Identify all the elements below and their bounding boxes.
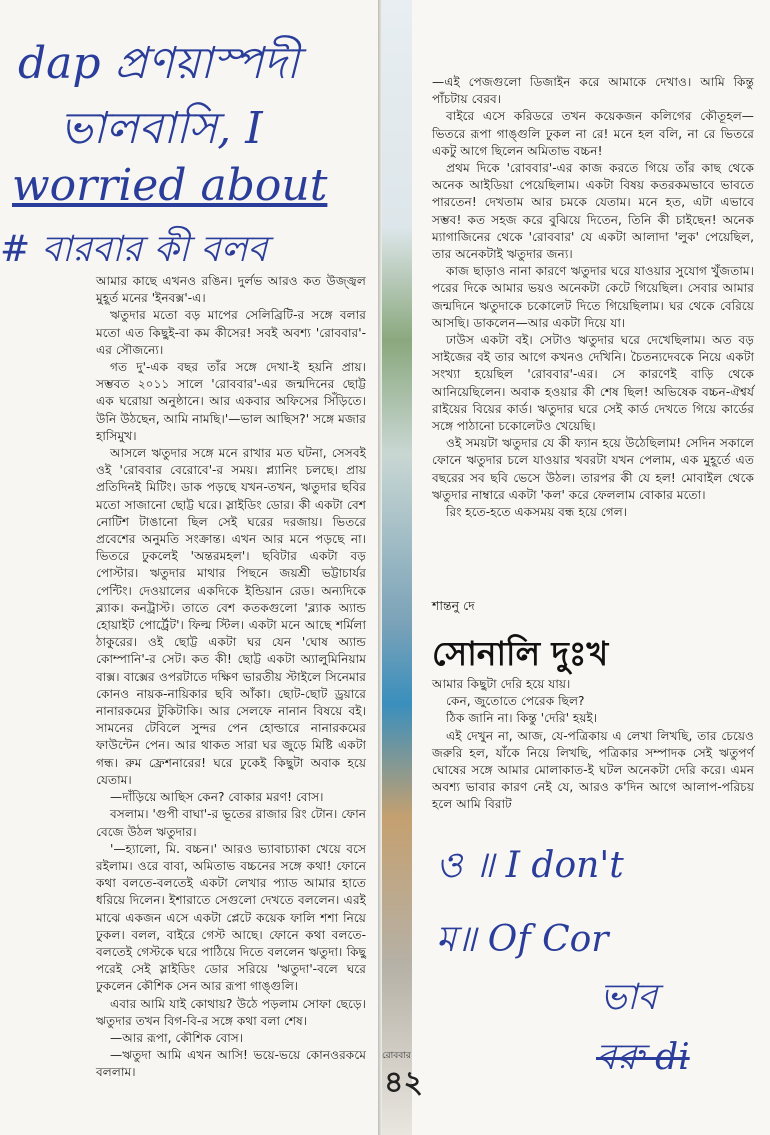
paragraph: ঢাউস একটা বই। সেটাও ঋতুদার ঘরে দেখেছিলাম। অত বড় সাইজের বই তার আগে কখনও দেখিনি। চৈতন্যদেবকে নিয়ে একটা সংখ্যা হয়েছিল 'রোববার'-এর। সে কারণেই বাড়ি থেকে আনিয়েছিলেন। অবাক হওয়ার কী শেষ ছিল! অভিষেক বচ্চন-ঐশ্বর্য রাইয়ের বিয়ের কার্ড। ঋতুদার ঘরে সেই কার্ড দেখতে গিয়ে কার্ডের সঙ্গে পাঠানো চকোলেটও খেয়েছি। <box>432 333 754 434</box>
paragraph: বাইরে এসে করিডরে তখন কয়েকজন কলিগের কৌতূহল—ভিতরে রূপা গাঙ্গুলি ঢুকল না রে! মনে হল বলি, না রে ভিতরে একটু আগে ছিলেন অমিতাভ বচ্চন! <box>432 109 754 158</box>
handwriting-line: ভালবাসি, I <box>60 103 263 154</box>
paragraph: কেন, জুতোতে পেরেক ছিল? <box>446 694 585 709</box>
handwriting-line: ম॥ Of Cor <box>436 919 609 960</box>
paragraph: আমার কিছুটা দেরি হয়ে যায়। <box>432 677 571 691</box>
right-column-bottom <box>432 676 754 814</box>
paragraph: —দাঁড়িয়ে আছিস কেন? বোকার মরণ! বোস। <box>110 790 324 805</box>
paragraph: '—হ্যালো, মি. বচ্চন।' আরও ভ্যাবাচ্যাকা খেয়ে বসে রইলাম। ওরে বাবা, অমিতাভ বচ্চনের সঙ্গে কথা! ফোনে কথা বলতে-বলতেই একটা লেখার প্যাড আমার হাতে ধরিয়ে দিলেন। ইশারাতে সেগুলো দেখতে বললেন। এরই মাঝে একজন এসে একটা প্লেটে কয়েক ফালি শশা নিয়ে ঢুকল। বলল, বাইরে গেস্ট আছে। ফোনে কথা বলতে-বলতেই গেস্টকে ঘরে পাঠিয়ে দিতে বললেন ঋতুদা। কিছু পরেই সেই স্লাইডিং ডোর সরিয়ে 'ঋতুদা'-বলে ঘরে ঢুকলেন কৌশিক সেন আর রূপা গাঙ্গুলি। <box>96 841 366 994</box>
paragraph: কাজ ছাড়াও নানা কারণে ঋতুদার ঘরে যাওয়ার সুযোগ খুঁজতাম। পরের দিকে আমার ভয়ও অনেকটা কেটে গিয়েছিল। সেবার আমার জন্মদিনে ঋতুদাকে চকোলেট দিতে গিয়েছিলাম। ঘর থেকে বেরিয়ে আসছি। ডাকলেন—আর একটা দিয়ে যা। <box>432 264 754 330</box>
handwriting-line: # বারবার কী বলব <box>0 229 268 270</box>
handwriting-line: worried about <box>12 160 328 211</box>
handwriting-line: ভাব <box>600 977 658 1018</box>
paragraph: এবার আমি যাই কোথায়? উঠে পড়লাম সোফা ছেড়ে। ঋতুদার তখন বিগ-বি-র সঙ্গে কথা বলা শেষ। <box>96 996 366 1028</box>
page-fold <box>378 0 382 1135</box>
paragraph: —আর রূপা, কৌশিক বোস। <box>110 1030 244 1045</box>
paragraph: আমার কাছে এখনও রঙিন। দুর্লভ আরও কত উজ্জ্বল মুহূর্ত মনের 'ইনবক্স'-এ। <box>96 274 366 306</box>
handwriting-line: বরু di <box>596 1037 690 1078</box>
paragraph: —ঋতুদা আমি এখন আসি! ভয়ে-ভয়ে কোনওরকমে বললাম। <box>96 1048 366 1080</box>
page-number: ৪২ <box>384 1065 423 1100</box>
handwriting-line: dap প্রণয়াস্পদী <box>18 38 299 89</box>
article-title: সোনালি দুঃখ <box>432 634 609 673</box>
paragraph: আসলে ঋতুদার সঙ্গে মনে রাখার মত ঘটনা, সেসবই ওই 'রোববার বেরোবে'-র সময়। প্ল্যানিং চলছে। প্রায় প্রতিদিনই মিটিং। ডাক পড়ছে যখন-তখন, ঋতুদার ছবির মতো সাজানো ছোট্ট ঘরে। স্লাইডিং ডোর। কী একটা বেশ নোটিশ টাঙানো ছিল সেই ঘরের দরজায়। ভিতরে প্রবেশের অনুমতি সংক্রান্ত। এখন আর মনে পড়ছে না। ভিতরে ঢুকলেই 'অন্তরমহল'। ছবিটার একটা বড় পোস্টার। ঋতুদার মাথার পিছনে জয়শ্রী ভট্টাচার্যর পেন্টিং। দেওয়ালের একদিকে ইন্ডিয়ান রেড। অন্যদিকে ব্ল্যাক। কনট্রাস্ট। তাতে বেশ কতকগুলো 'ব্ল্যাক অ্যান্ড হোয়াইট পোর্ট্রেট'। ফিল্ম স্টিল। একটা মনে আছে শর্মিলা ঠাকুরের। ওই ছোট্ট একটা ঘর যেন 'ঘোষ অ্যান্ড কোম্পানি'-র সেট। কত কী! ছোট্ট একটা অ্যালুমিনিয়াম বাক্স। বাক্সের ওপরটাতে দক্ষিণ ভারতীয় স্টাইলে সিনেমার কোনও নায়ক-নায়িকার ছবি আঁকা। ছোট-ছোট ড্রয়ারে নানারকমের টুকিটাকি। আর সেলফে নানান বিষয়ে বই। সামনের টেবিলে সুন্দর পেন হোল্ডারে নানারকমের ফাউন্টেন পেন। আর থাকত সারা ঘর জুড়ে মিষ্টি একটা গন্ধ। রুম ফ্রেশনারের! ঘরে ঢুকেই কিছুটা অবাক হয়ে যেতাম। <box>96 446 366 787</box>
photo-strip <box>378 0 414 1135</box>
paragraph: রিং হতে-হতে একসময় বন্ধ হয়ে গেল। <box>446 505 628 520</box>
paragraph: —এই পেজগুলো ডিজাইন করে আমাকে দেখাও। আমি কিন্তু পাঁচটায় বেরব। <box>432 75 754 107</box>
paragraph: প্রথম দিকে 'রোববার'-এর কাজ করতে গিয়ে তাঁর কাছ থেকে অনেক আইডিয়া পেয়েছিলাম। একটা বিষয় কতরকমভাবে ভাবতে পারতেন! দেখতাম আর চমকে যেতাম। মনে হত, এটা এভাবে সম্ভব! কত সহজ করে বুঝিয়ে দিতেন, তিনি কী চাইছেন! অনেক ম্যাগাজিনের থেকে 'রোববার' যে একটা আলাদা 'লুক' পেয়েছিল, তার অনেকটাই ঋতুদার জন্য। <box>432 161 754 262</box>
magazine-brand: রোববার <box>382 1051 411 1061</box>
handwriting-line: ও ॥ I don't <box>436 845 624 886</box>
paragraph: ঠিক জানি না। কিন্তু 'দেরি' হয়ই। <box>446 711 598 726</box>
right-column-top <box>432 74 754 521</box>
left-column <box>96 273 366 1082</box>
paragraph: গত দু'-এক বছর তাঁর সঙ্গে দেখা-ই হয়নি প্রায়। সম্ভবত ২০১১ সালে 'রোববার'-এর জন্মদিনের ছোট্ট এক ঘরোয়া অনুষ্ঠানে। আর একবার অফিসের সিঁড়িতে। উনি উঠছেন, আমি নামছি।'—ভাল আছিস?' সঙ্গে মজার হাসিমুখ। <box>96 360 366 443</box>
paragraph: ঋতুদার মতো বড় মাপের সেলিব্রিটি-র সঙ্গে বলার মতো এত কিছুই-বা কম কীসের! সবই অবশ্য 'রোববার'-এর সৌজন্যে। <box>96 308 366 357</box>
paragraph: বসলাম। 'গুপী বাঘা'-র ভূতের রাজার রিং টোন। ফোন বেজে উঠল ঋতুদার। <box>96 807 366 839</box>
author-name: শান্তনু দে <box>432 598 475 613</box>
paragraph: এই দেখুন না, আজ, যে-পত্রিকায় এ লেখা লিখছি, তার চেয়েও জরুরি হল, যাঁকে নিয়ে লিখছি, পত্রিকার সম্পাদক সেই ঋতুপর্ণ ঘোষের সঙ্গে আমার মোলাকাত-ই ঘটল অনেকটা দেরি করে। এমন অবশ্য ভাবার কারণ নেই যে, আরও ক'দিন আগে আলাপ-পরিচয় হলে আমি বিরাট <box>432 728 754 812</box>
paragraph: ওই সময়টা ঋতুদার যে কী ফ্যান হয়ে উঠেছিলাম! সেদিন সকালে ফোনে ঋতুদার চলে যাওয়ার খবরটা যখন পেলাম, এক মুহূর্তে এত বছরের সব ছবি ভেসে উঠল। তারপর কী যে হল! মোবাইল থেকে ঋতুদার নাম্বারে একটা 'কল' করে ফেললাম বোকার মতো। <box>432 436 754 502</box>
